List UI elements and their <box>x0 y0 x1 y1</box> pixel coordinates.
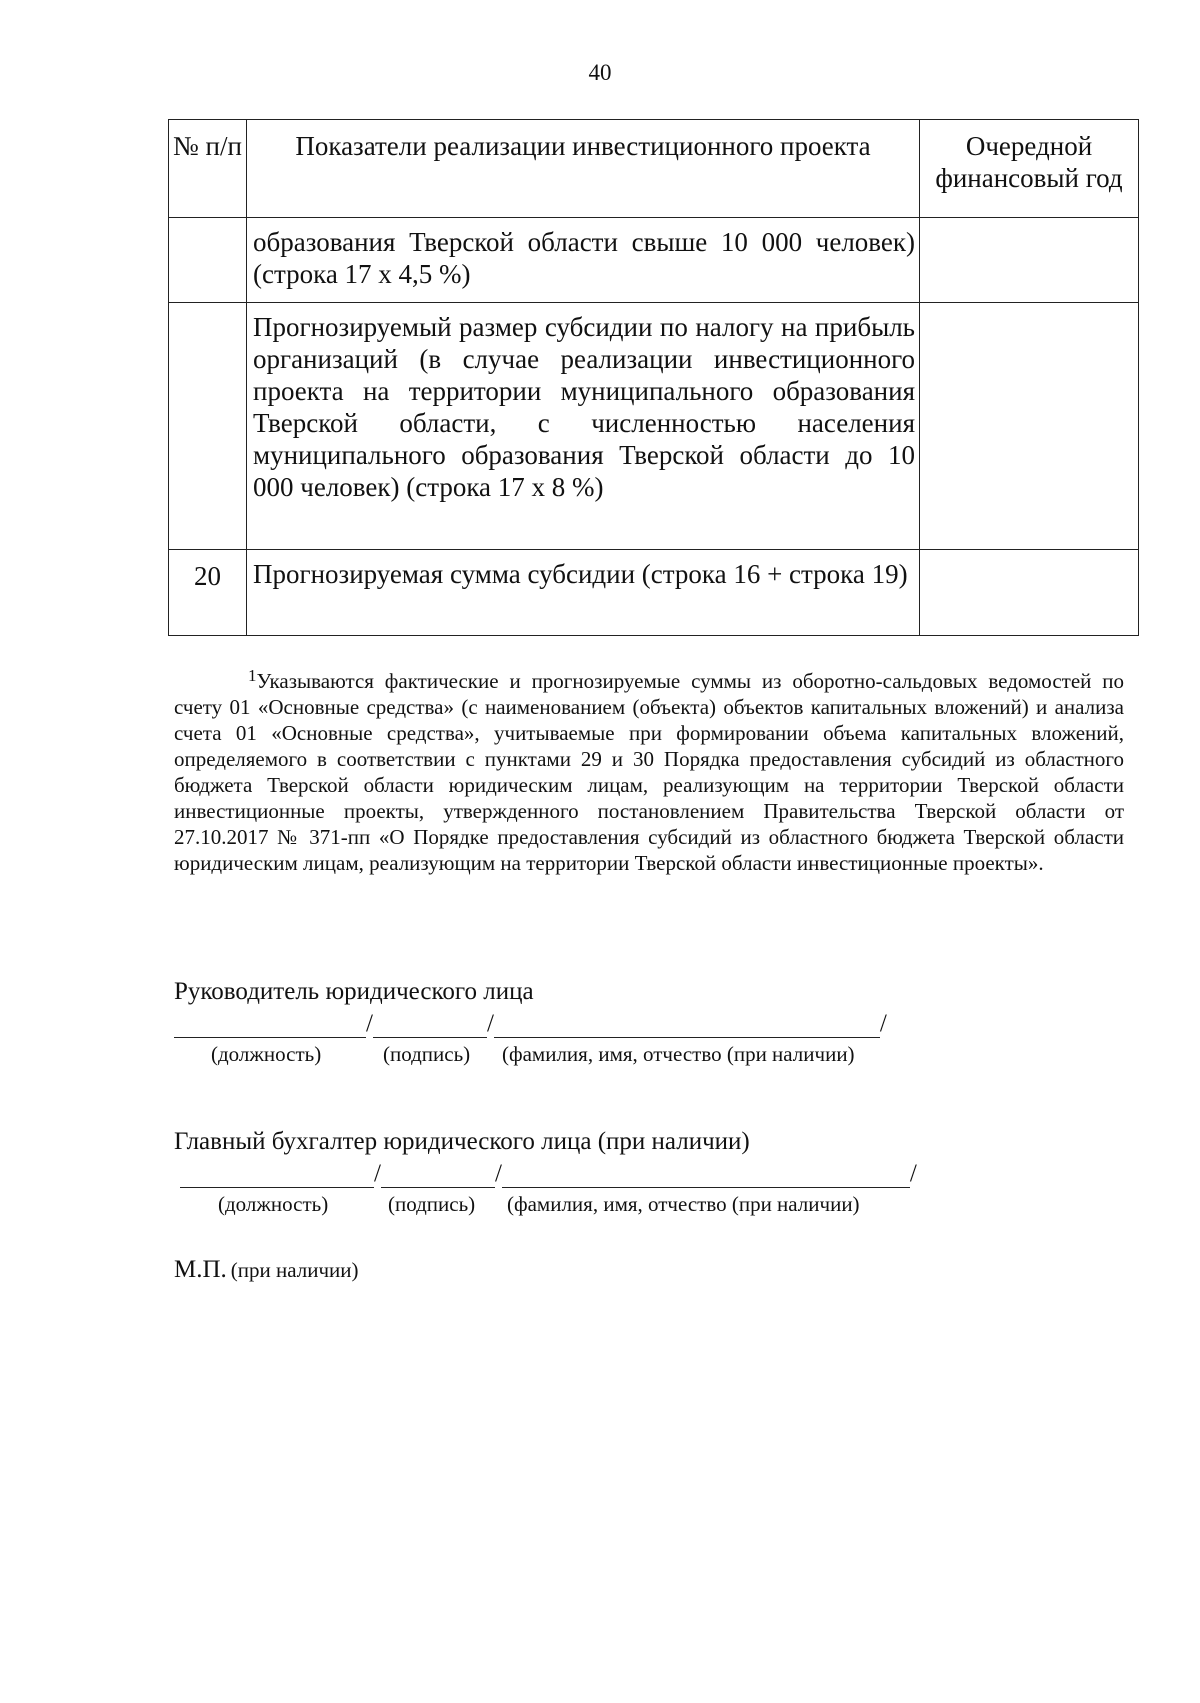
head-caption-position: (должность) <box>211 1042 322 1066</box>
accountant-caption-name: (фамилия, имя, отчество (при наличии) <box>507 1192 860 1216</box>
head-name-field <box>494 1013 880 1038</box>
row-indicator: образования Тверской области свыше 10 000 человек) (строка 17 х 4,5 %) <box>247 218 920 303</box>
separator: / <box>494 1160 502 1187</box>
separator: / <box>374 1160 381 1187</box>
stamp-note: (при наличии) <box>230 1258 359 1282</box>
accountant-caption-position: (должность) <box>218 1192 329 1216</box>
table-row <box>169 550 1139 636</box>
page-number: 40 <box>588 60 612 85</box>
accountant-caption-signature: (подпись) <box>388 1192 476 1216</box>
row-number <box>169 218 247 303</box>
accountant-signature-line <box>180 1160 917 1188</box>
table-row <box>169 218 1139 303</box>
table-row <box>169 303 1139 550</box>
head-signature-field <box>373 1013 487 1038</box>
row-indicator: Прогнозируемая сумма субсидии (строка 16 + строка 19) <box>247 550 920 636</box>
footnote-marker: 1 <box>248 666 257 685</box>
separator: / <box>486 1010 494 1037</box>
stamp-label: М.П. <box>174 1256 227 1283</box>
row-value <box>920 303 1139 550</box>
header-year: Очередной финансовый год <box>920 120 1139 218</box>
table-header-row <box>169 120 1139 218</box>
row-number: 20 <box>169 550 247 636</box>
row-indicator: Прогнозируемый размер субсидии по налогу на прибыль организаций (в случае реализации инвестиционного проекта на территории муниципального образования Тверской области, с численностью населения муниципального образования Тверской области до 10 000 человек) (строка 17 х 8 %) <box>247 303 920 550</box>
row-value <box>920 218 1139 303</box>
separator: / <box>909 1160 917 1187</box>
footnote <box>174 668 1124 876</box>
indicators-table <box>168 119 1139 636</box>
separator: / <box>366 1010 373 1037</box>
accountant-signature-field <box>381 1163 495 1188</box>
head-position-field <box>174 1013 366 1038</box>
header-indicator: Показатели реализации инвестиционного проекта <box>247 120 920 218</box>
header-number: № п/п <box>169 120 247 218</box>
head-caption-signature: (подпись) <box>383 1042 471 1066</box>
head-caption-name: (фамилия, имя, отчество (при наличии) <box>502 1042 855 1066</box>
row-number <box>169 303 247 550</box>
accountant-name-field <box>502 1163 910 1188</box>
row-value <box>920 550 1139 636</box>
head-signature-line <box>174 1010 887 1038</box>
head-signature-title: Руководитель юридического лица <box>174 978 534 1005</box>
accountant-position-field <box>180 1163 374 1188</box>
separator: / <box>879 1010 887 1037</box>
accountant-signature-title: Главный бухгалтер юридического лица (при наличии) <box>174 1128 750 1155</box>
footnote-text: Указываются фактические и прогнозируемые суммы из оборотно-сальдовых ведомостей по счету 01 «Основные средства» (с наименованием (объекта) объектов капитальных вложений) и анализа счета 01 «Основные средства», учитываемые при формировании объема капитальных вложений, определяемого в соответствии с пунктами 29 и 30 Порядка предоставления субсидий из областного бюджета Тверской области юридическим лицам, реализующим на территории Тверской области инвестиционные проекты, утвержденного постановлением Правительства Тверской области от 27.10.2017 № 371-пп «О Порядке предоставления субсидий из областного бюджета Тверской области юридическим лицам, реализующим на территории Тверской области инвестиционные проекты». <box>174 669 1124 875</box>
stamp-place <box>174 1256 359 1284</box>
